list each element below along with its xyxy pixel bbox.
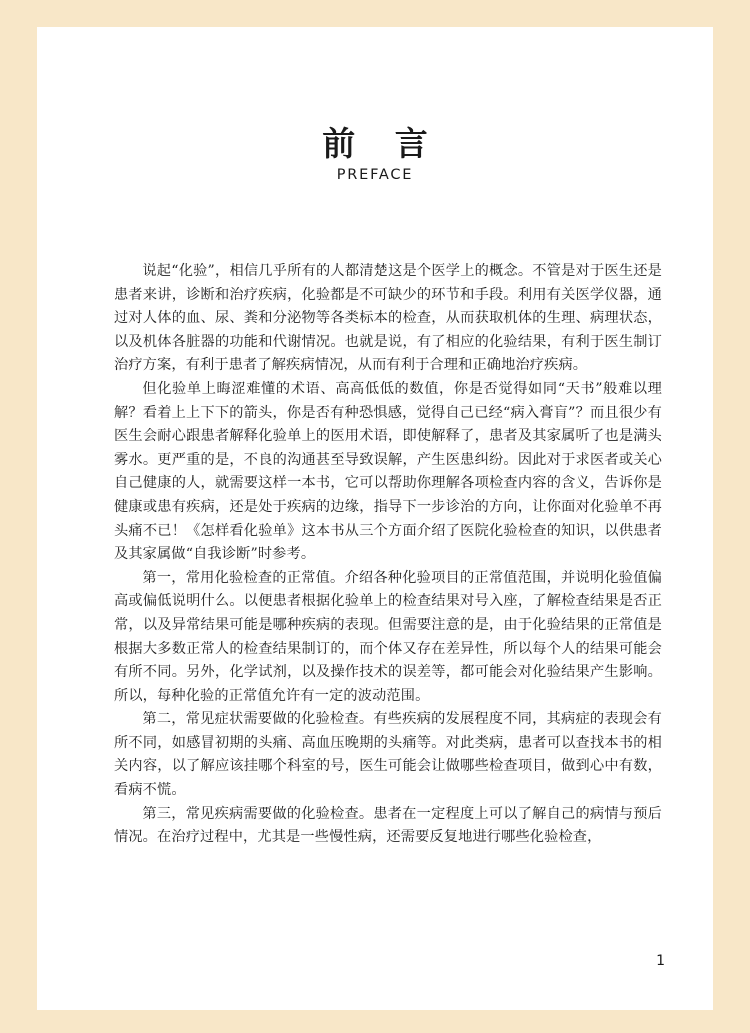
paragraph: 第二，常见症状需要做的化验检查。有些疾病的发展程度不同，其病症的表现会有所不同，如感冒初期的头痛、高血压晚期的头痛等。对此类病，患者可以查找本书的相关内容，以了解应该挂哪个科室的号，医生可能会让做哪些检查项目，做到心中有数，看病不慌。 (114, 711, 662, 799)
page-number: 1 (656, 953, 665, 969)
page-subtitle: PREFACE (336, 167, 414, 183)
body-text (114, 260, 662, 850)
paragraph: 第一，常用化验检查的正常值。介绍各种化验项目的正常值范围，并说明化验值偏高或偏低说明什么。以便患者根据化验单上的检查结果对号入座，了解检查结果是否正常，以及异常结果可能是哪种疾病的表现。但需要注意的是，由于化验结果的正常值是根据大多数正常人的检查结果制订的，而个体又存在差异性，所以每个人的结果可能会有所不同。另外，化学试剂，以及操作技术的误差等，都可能会对化验结果产生影响。所以，每种化验的正常值允许有一定的波动范围。 (114, 569, 662, 704)
page-title: 前 言 (322, 124, 442, 163)
paragraph: 第三，常见疾病需要做的化验检查。患者在一定程度上可以了解自己的病情与预后情况。在治疗过程中，尤其是一些慢性病，还需要反复地进行哪些化验检查， (114, 805, 662, 846)
paragraph: 说起“化验”，相信几乎所有的人都清楚这是个医学上的概念。不管是对于医生还是患者来讲，诊断和治疗疾病，化验都是不可缺少的环节和手段。利用有关医学仪器，通过对人体的血、尿、粪和分泌物等各类标本的检查，从而获取机体的生理、病理状态，以及机体各脏器的功能和代谢情况。也就是说，有了相应的化验结果，有利于医生制订治疗方案，有利于患者了解疾病情况，从而有利于合理和正确地治疗疾病。 (114, 263, 662, 374)
heading (37, 125, 713, 184)
book-page (37, 27, 713, 1010)
paragraph: 但化验单上晦涩难懂的术语、高高低低的数值，你是否觉得如同“天书”般难以理解？看着上上下下的箭头，你是否有种恐惧感，觉得自己已经“病入膏肓”？而且很少有医生会耐心跟患者解释化验单上的医用术语，即使解释了，患者及其家属听了也是满头雾水。更严重的是，不良的沟通甚至导致误解，产生医患纠纷。因此对于求医者或关心自己健康的人，就需要这样一本书，它可以帮助你理解各项检查内容的含义，告诉你是健康或患有疾病，还是处于疾病的边缘，指导下一步诊治的方向，让你面对化验单不再头痛不已！《怎样看化验单》这本书从三个方面介绍了医院化验检查的知识，以供患者及其家属做“自我诊断”时参考。 (114, 380, 662, 563)
